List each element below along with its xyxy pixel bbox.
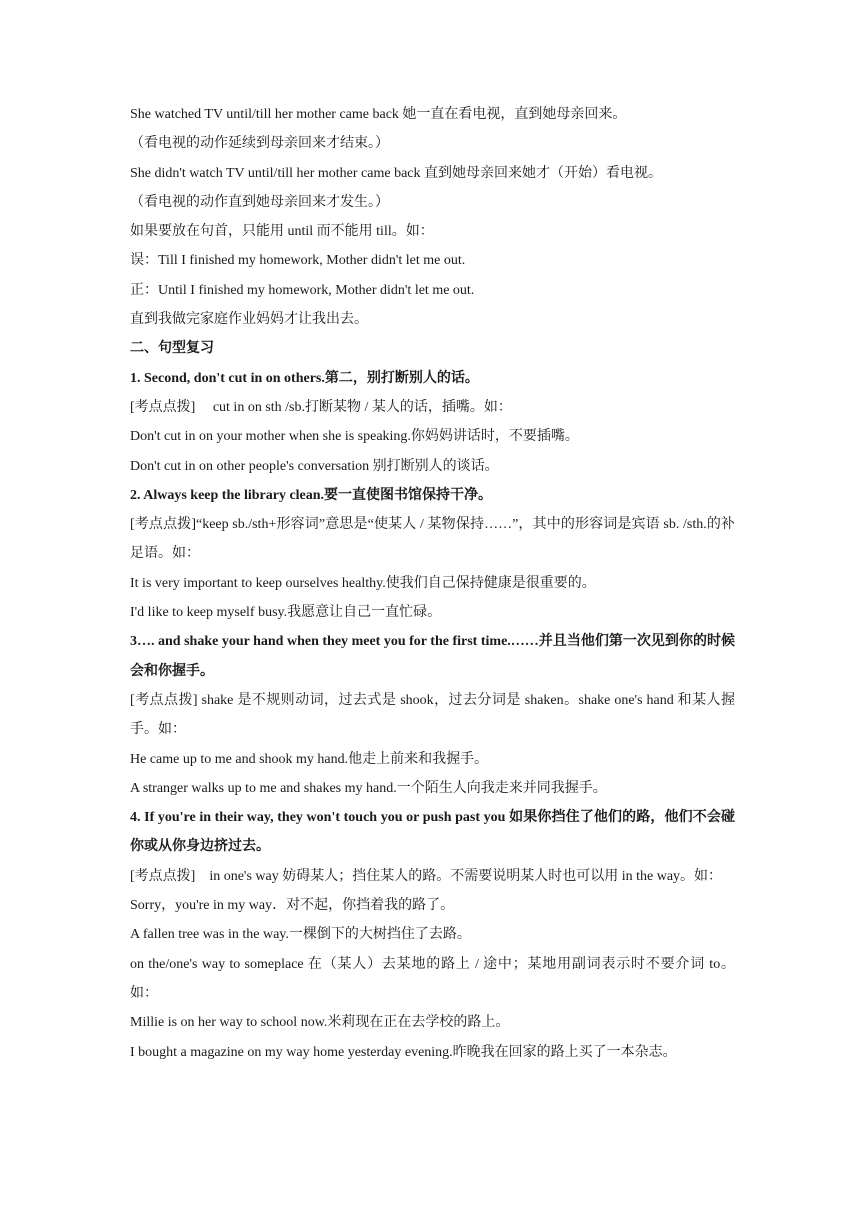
text-line: Sorry，you're in my way．对不起，你挡着我的路了。	[130, 898, 455, 914]
text-line: 直到我做完家庭作业妈妈才让我出去。	[130, 312, 368, 328]
text-line: She didn't watch TV until/till her mother came back 直到她母亲回来她才（开始）看电视。	[130, 165, 662, 181]
text-line: 如果要放在句首，只能用 until 而不能用 till。如：	[130, 224, 434, 240]
text-line: （看电视的动作直到她母亲回来才发生。）	[130, 194, 389, 210]
text-line: Millie is on her way to school now.米莉现在正在去学校的路上。	[130, 1015, 510, 1031]
text-line: I'd like to keep myself busy.我愿意让自己一直忙碌。	[130, 605, 442, 621]
text-line: on the/one's way to someplace 在（某人）去某地的路上 / 途中；某地用副词表示时不要介词 to。如：	[130, 956, 735, 1001]
text-line: Don't cut in on other people's conversation 别打断别人的谈话。	[130, 458, 499, 474]
text-line: He came up to me and shook my hand.他走上前来和我握手。	[130, 751, 489, 767]
text-line: [考点点拨]“keep sb./sth+形容词”意思是“使某人 / 某物保持……”，其中的形容词是宾语 sb. /sth.的补足语。如：	[130, 517, 735, 562]
text-line: A stranger walks up to me and shakes my hand.一个陌生人向我走来并同我握手。	[130, 780, 607, 796]
text-line: I bought a magazine on my way home yesterday evening.昨晚我在回家的路上买了一本杂志。	[130, 1044, 677, 1060]
text-line: Don't cut in on your mother when she is speaking.你妈妈讲话时，不要插嘴。	[130, 429, 579, 445]
text-line: 误：Till I finished my homework, Mother didn't let me out.	[130, 253, 466, 269]
heading-line: 二、句型复习	[130, 341, 214, 357]
text-line: [考点点拨] in one's way 妨碍某人；挡住某人的路。不需要说明某人时也可以用 in the way。如：	[130, 868, 723, 884]
text-line: （看电视的动作延续到母亲回来才结束。）	[130, 136, 389, 152]
text-line: A fallen tree was in the way.一棵倒下的大树挡住了去路。	[130, 927, 471, 943]
text-line: 正：Until I finished my homework, Mother didn't let me out.	[130, 282, 475, 298]
heading-line: 1. Second, don't cut in on others.第二，别打断别人的话。	[130, 370, 479, 386]
text-line: She watched TV until/till her mother came back 她一直在看电视，直到她母亲回来。	[130, 107, 627, 122]
text-line: [考点点拨] shake 是不规则动词，过去式是 shook，过去分词是 shaken。shake one's hand 和某人握手。如：	[130, 692, 735, 738]
heading-line: 2. Always keep the library clean.要一直使图书馆保持干净。	[130, 487, 493, 503]
document-body	[130, 100, 735, 1067]
heading-line: 3…. and shake your hand when they meet you for the first time.……并且当他们第一次见到你的时候会和你握手。	[130, 634, 735, 679]
text-line: [考点点拨] cut in on sth /sb.打断某物 / 某人的话，插嘴。如：	[130, 399, 512, 415]
text-line: It is very important to keep ourselves healthy.使我们自己保持健康是很重要的。	[130, 575, 596, 591]
heading-line: 4. If you're in their way, they won't touch you or push past you 如果你挡住了他们的路，他们不会碰你或从你身边挤过去。	[130, 810, 735, 855]
